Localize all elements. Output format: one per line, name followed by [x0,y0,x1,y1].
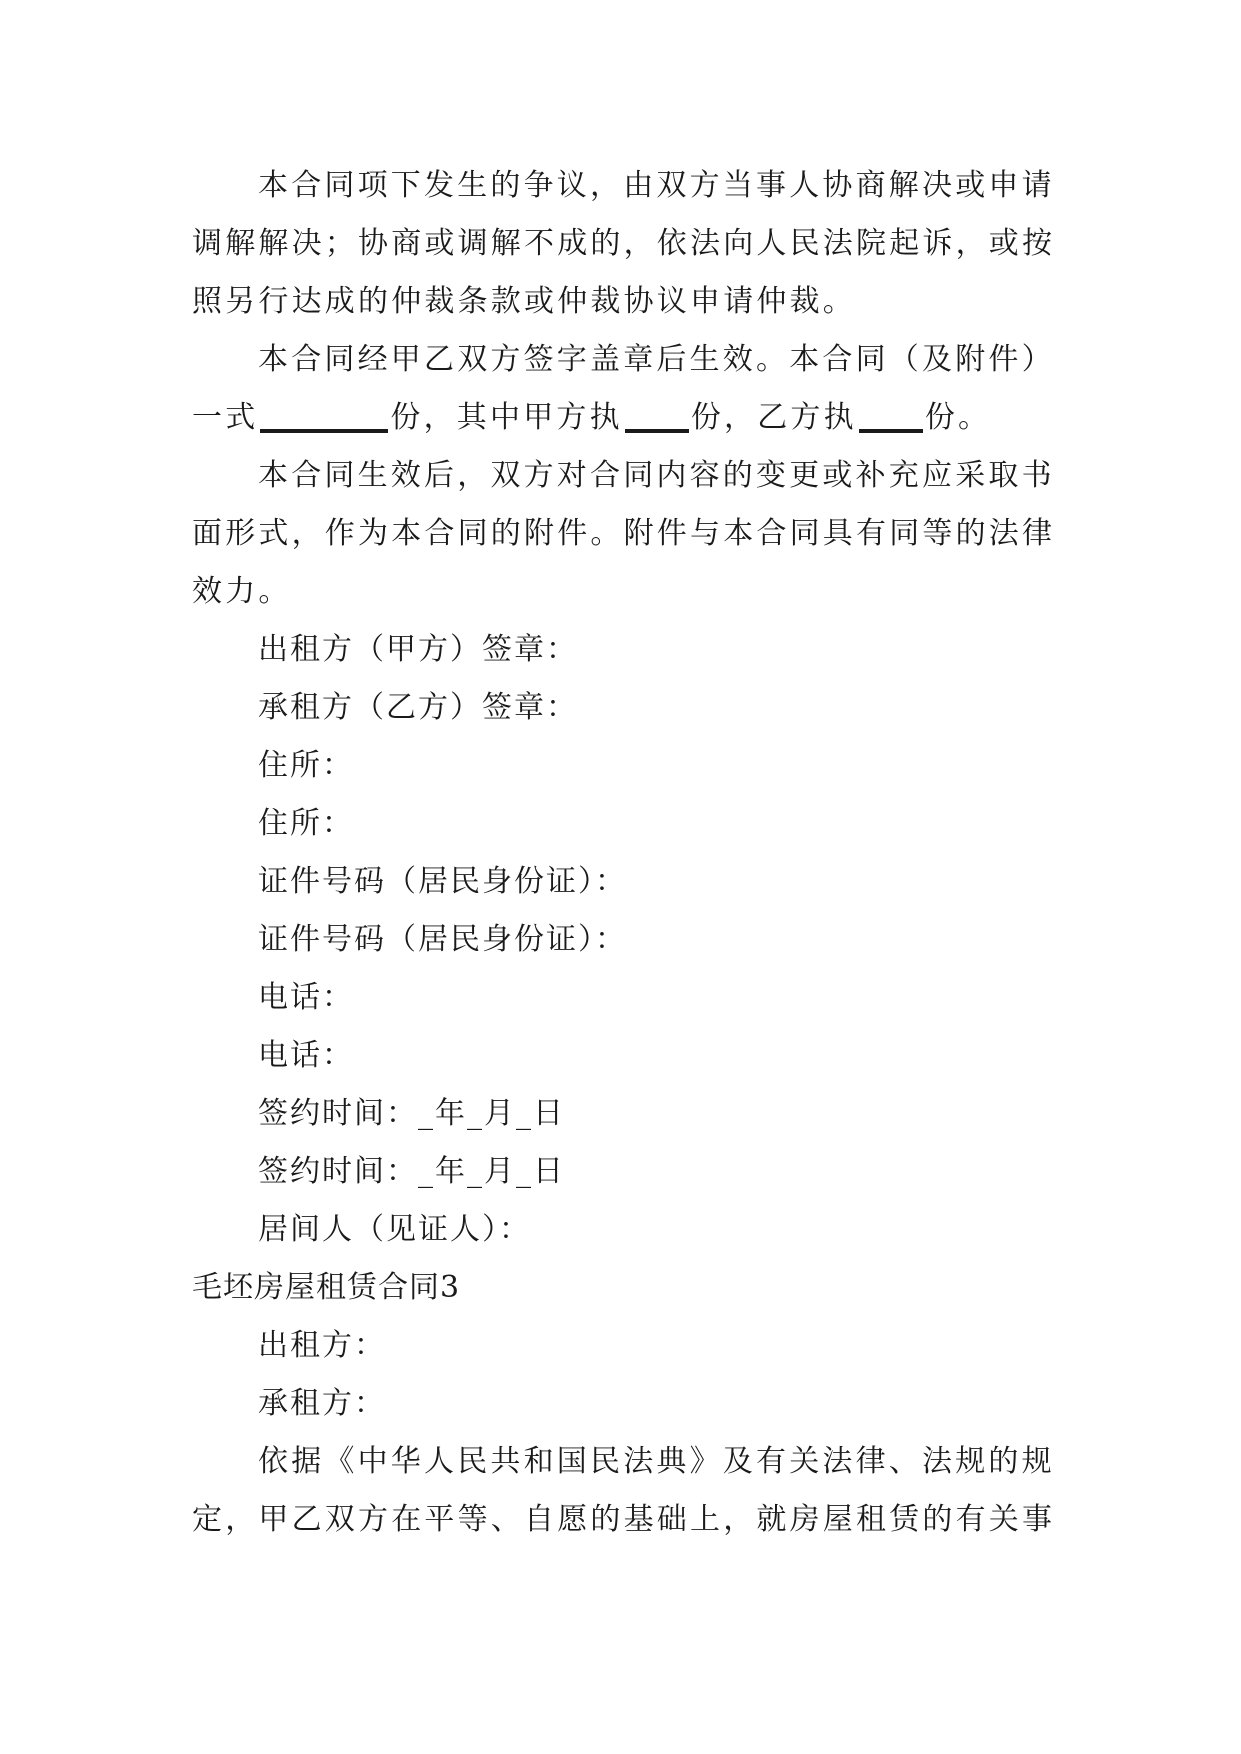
section-title: 毛坯房屋租赁合同3 [192,1270,461,1305]
paragraph-line: 照另行达成的仲裁条款或仲裁协议申请仲裁。 [192,284,856,319]
copies-end: 份。 [924,400,992,435]
witness-field: 居间人（见证人）： [258,1212,531,1247]
paragraph-line: 依据《中华人民共和国民法典》及有关法律、法规的规 [258,1444,1055,1479]
party-a-copies-blank [625,399,689,433]
copies-label: 一式 [192,400,259,435]
paragraph-line: 面形式，作为本合同的附件。附件与本合同具有同等的法律 [192,516,1056,551]
party-a-copies-label: 份，其中甲方执 [390,400,623,435]
paragraph-line: 本合同项下发生的争议，由双方当事人协商解决或申请 [258,168,1055,203]
document-body [192,157,1054,1549]
signing-date-field: 签约时间：_年_月_日 [258,1154,565,1189]
copies-line [192,389,1054,447]
lessee-field: 承租方： [258,1386,386,1421]
phone-field: 电话： [258,1038,354,1073]
lessor-signature-field: 出租方（甲方）签章： [258,632,578,667]
lessor-field: 出租方： [258,1328,386,1363]
paragraph-line: 定，甲乙双方在平等、自愿的基础上，就房屋租赁的有关事 [192,1502,1056,1537]
address-field: 住所： [258,806,354,841]
id-number-field: 证件号码（居民身份证）： [258,864,627,899]
party-b-copies-blank [859,399,923,433]
paragraph-line: 效力。 [192,574,292,609]
paragraph-line: 本合同经甲乙双方签字盖章后生效。本合同（及附件） [258,342,1055,377]
party-b-copies-label: 份，乙方执 [690,400,857,435]
paragraph-line: 调解解决；协商或调解不成的，依法向人民法院起诉，或按 [192,226,1056,261]
address-field: 住所： [258,748,354,783]
signing-date-field: 签约时间：_年_月_日 [258,1096,565,1131]
id-number-field: 证件号码（居民身份证）： [258,922,627,957]
total-copies-blank [260,399,388,433]
phone-field: 电话： [258,980,354,1015]
paragraph-line: 本合同生效后，双方对合同内容的变更或补充应采取书 [258,458,1055,493]
lessee-signature-field: 承租方（乙方）签章： [258,690,578,725]
